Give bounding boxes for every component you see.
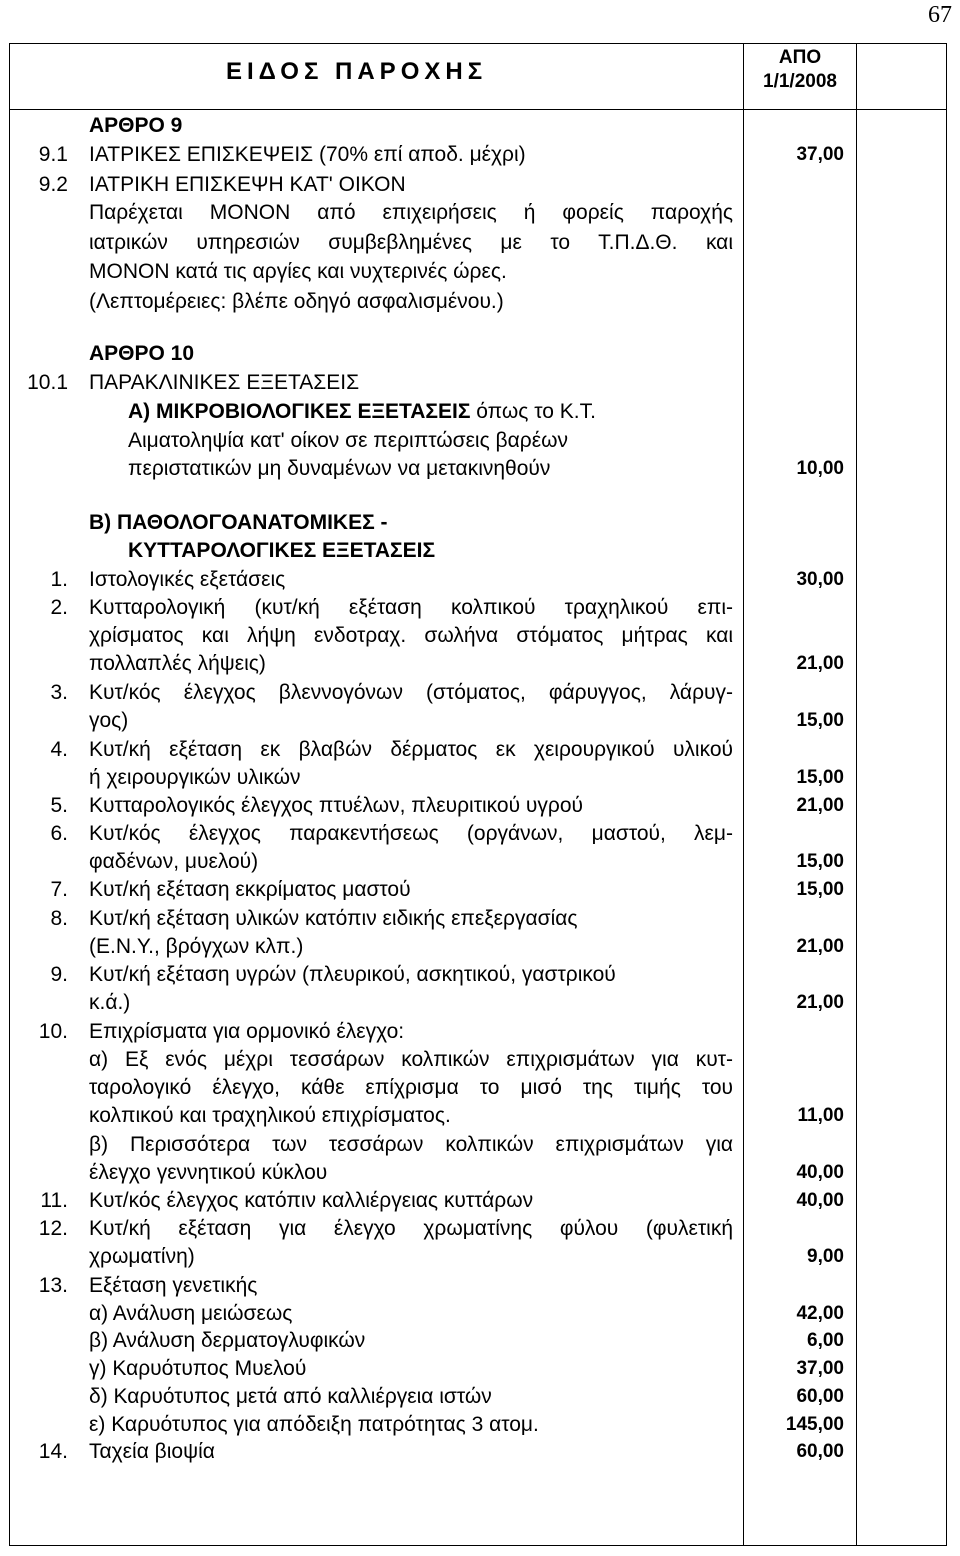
table-row bbox=[0, 1187, 856, 1215]
table-row bbox=[0, 1243, 856, 1271]
item-description: ε) Καρυότυπος για απόδειξη πατρότητας 3 ατομ. bbox=[89, 1413, 539, 1436]
column-divider-right bbox=[856, 43, 857, 1546]
item-price: 42,00 bbox=[796, 1303, 844, 1324]
item-number: 10.1 bbox=[27, 371, 68, 394]
item-description: α) Εξ ενός μέχρι τεσσάρων κολπικών επιχρισμάτων για κυτ- bbox=[89, 1048, 733, 1071]
table-row bbox=[0, 876, 856, 904]
table-row bbox=[0, 989, 856, 1017]
item-description: περιστατικών μη δυναμένων να μετακινηθούν bbox=[128, 457, 551, 480]
item-description: Κυτ/κή εξέταση υγρών (πλευρικού, ασκητικού, γαστρικού bbox=[89, 963, 616, 986]
item-price: 11,00 bbox=[797, 1105, 844, 1126]
table-row bbox=[0, 1355, 856, 1383]
item-description: Α) ΜΙΚΡΟΒΙΟΛΟΓΙΚΕΣ ΕΞΕΤΑΣΕΙΣ όπως το Κ.Τ. bbox=[128, 400, 596, 423]
item-price: 6,00 bbox=[807, 1330, 844, 1351]
item-description: ιατρικών υπηρεσιών συμβεβλημένες με το Τ.Π.Δ.Θ. και bbox=[89, 231, 733, 254]
table-row bbox=[0, 1383, 856, 1411]
item-description: ΑΡΘΡΟ 10 bbox=[89, 342, 195, 365]
item-number: 3. bbox=[50, 681, 68, 704]
item-number: 11. bbox=[40, 1189, 68, 1212]
item-description: Κυτ/κή εξέταση για έλεγχο χρωματίνης φύλου (φυλετική bbox=[89, 1217, 733, 1240]
item-description: Παρέχεται ΜΟΝΟΝ από επιχειρήσεις ή φορείς παροχής bbox=[89, 201, 733, 224]
item-price: 60,00 bbox=[796, 1386, 844, 1407]
item-description: πολλαπλές λήψεις) bbox=[89, 652, 266, 675]
item-price: 30,00 bbox=[796, 569, 844, 590]
table-row bbox=[0, 141, 856, 169]
item-description: χρωματίνη) bbox=[89, 1245, 195, 1268]
table-row bbox=[0, 679, 856, 707]
item-description: ταρολογικό έλεγχο, κάθε επίχρισμα το μισό της τιμής του bbox=[89, 1076, 733, 1099]
item-price: 60,00 bbox=[796, 1441, 844, 1462]
item-price: 9,00 bbox=[807, 1246, 844, 1267]
item-price: 15,00 bbox=[796, 851, 844, 872]
item-description: ΑΡΘΡΟ 9 bbox=[89, 114, 183, 137]
table-row bbox=[0, 1272, 856, 1300]
table-row bbox=[0, 340, 856, 368]
table-row bbox=[0, 288, 856, 316]
item-description: Β) ΠΑΘΟΛΟΓΟΑΝΑΤΟΜΙΚΕΣ - bbox=[89, 511, 388, 534]
table-row bbox=[0, 1159, 856, 1187]
table-row bbox=[0, 1411, 856, 1439]
item-description: α) Ανάλυση μειώσεως bbox=[89, 1302, 293, 1325]
item-description: β) Περισσότερα των τεσσάρων κολπικών επιχρισμάτων για bbox=[89, 1133, 733, 1156]
item-number: 9.2 bbox=[38, 173, 68, 196]
table-row bbox=[0, 905, 856, 933]
item-description: ή χειρουργικών υλικών bbox=[89, 766, 301, 789]
table-row bbox=[0, 1300, 856, 1328]
item-description: ΠΑΡΑΚΛΙΝΙΚΕΣ ΕΞΕΤΑΣΕΙΣ bbox=[89, 371, 360, 394]
table-row bbox=[0, 933, 856, 961]
table-row bbox=[0, 1131, 856, 1159]
table-row bbox=[0, 509, 856, 537]
table-row bbox=[0, 199, 856, 227]
item-description: έλεγχο γεννητικού κύκλου bbox=[89, 1161, 328, 1184]
item-number: 13. bbox=[38, 1274, 68, 1297]
price-label: ΑΠΟ bbox=[778, 47, 822, 68]
table-row bbox=[0, 1215, 856, 1243]
item-description: Κυτ/κή εξέταση υλικών κατόπιν ειδικής επεξεργασίας bbox=[89, 907, 578, 930]
table-row bbox=[0, 1102, 856, 1130]
item-number: 8. bbox=[50, 907, 68, 930]
item-description: ΚΥΤΤΑΡΟΛΟΓΙΚΕΣ ΕΞΕΤΑΣΕΙΣ bbox=[128, 539, 436, 562]
item-description: Κυτ/κή εξέταση εκκρίματος μαστού bbox=[89, 878, 411, 901]
item-price: 15,00 bbox=[796, 879, 844, 900]
table-row bbox=[0, 369, 856, 397]
item-description: φαδένων, μυελού) bbox=[89, 850, 259, 873]
item-description: ΙΑΤΡΙΚΗ ΕΠΙΣΚΕΨΗ ΚΑΤ' ΟΙΚΟΝ bbox=[89, 173, 406, 196]
item-price: 21,00 bbox=[796, 795, 844, 816]
item-description: ΙΑΤΡΙΚΕΣ ΕΠΙΣΚΕΨΕΙΣ (70% επί αποδ. μέχρι) bbox=[89, 143, 526, 166]
item-description: (Λεπτομέρειες: βλέπε οδηγό ασφαλισμένου.) bbox=[89, 290, 504, 313]
table-row bbox=[0, 961, 856, 989]
item-price: 21,00 bbox=[796, 653, 844, 674]
table-row bbox=[0, 1046, 856, 1074]
table-row bbox=[0, 1438, 856, 1466]
table-row bbox=[0, 1327, 856, 1355]
item-description: κολπικού και τραχηλικού επιχρίσματος. bbox=[89, 1104, 451, 1127]
item-description: Κυτ/κός έλεγχος κατόπιν καλλιέργειας κυττάρων bbox=[89, 1189, 534, 1212]
item-number: 9. bbox=[50, 963, 68, 986]
table-row bbox=[0, 594, 856, 622]
item-number: 9.1 bbox=[38, 143, 68, 166]
item-price: 40,00 bbox=[796, 1162, 844, 1183]
item-description-note: όπως το Κ.Τ. bbox=[470, 400, 596, 423]
item-number: 10. bbox=[38, 1020, 68, 1043]
table-row bbox=[0, 792, 856, 820]
item-number: 4. bbox=[50, 738, 68, 761]
table-row bbox=[0, 736, 856, 764]
item-description: Ταχεία βιοψία bbox=[89, 1440, 215, 1463]
item-number: 1. bbox=[50, 568, 68, 591]
table-row bbox=[0, 848, 856, 876]
item-description: κ.ά.) bbox=[89, 991, 131, 1014]
item-description: χρίσματος και λήψη ενδοτραχ. σωλήνα στόματος μήτρας και bbox=[89, 624, 733, 647]
table-row bbox=[0, 1074, 856, 1102]
item-number: 2. bbox=[50, 596, 68, 619]
item-price: 15,00 bbox=[796, 710, 844, 731]
item-description: Κυτ/κός έλεγχος βλεννογόνων (στόματος, φάρυγγος, λάρυγ- bbox=[89, 681, 733, 704]
item-description: (Ε.Ν.Υ., βρόγχων κλπ.) bbox=[89, 935, 304, 958]
item-number: 6. bbox=[50, 822, 68, 845]
item-price: 15,00 bbox=[796, 767, 844, 788]
table-row bbox=[0, 455, 856, 483]
table-row bbox=[0, 622, 856, 650]
item-number: 12. bbox=[38, 1217, 68, 1240]
table-row bbox=[0, 171, 856, 199]
page-number: 67 bbox=[928, 2, 952, 28]
item-description: Αιματοληψία κατ' οίκον σε περιπτώσεις βαρέων bbox=[128, 429, 568, 452]
item-price: 37,00 bbox=[796, 144, 844, 165]
column-header-price-date bbox=[745, 46, 855, 94]
table-row bbox=[0, 820, 856, 848]
item-description: δ) Καρυότυπος μετά από καλλιέργεια ιστών bbox=[89, 1385, 492, 1408]
item-description: Κυτταρολογικός έλεγχος πτυέλων, πλευριτικού υγρού bbox=[89, 794, 583, 817]
item-description: Κυτ/κή εξέταση εκ βλαβών δέρματος εκ χειρουργικού υλικού bbox=[89, 738, 733, 761]
item-description: β) Ανάλυση δερματογλυφικών bbox=[89, 1329, 366, 1352]
table-row bbox=[0, 537, 856, 565]
table-row bbox=[0, 1018, 856, 1046]
table-row bbox=[0, 398, 856, 426]
item-description: ΜΟΝΟΝ κατά τις αργίες και νυχτερινές ώρες. bbox=[89, 260, 507, 283]
table-row bbox=[0, 112, 856, 140]
item-number: 5. bbox=[50, 794, 68, 817]
header-divider bbox=[9, 109, 947, 110]
item-description: Κυτ/κός έλεγχος παρακεντήσεως (οργάνων, μαστού, λεμ- bbox=[89, 822, 733, 845]
item-number: 7. bbox=[50, 878, 68, 901]
table-row bbox=[0, 258, 856, 286]
table-row bbox=[0, 764, 856, 792]
item-number: 14. bbox=[38, 1440, 68, 1463]
item-price: 21,00 bbox=[796, 936, 844, 957]
item-price: 40,00 bbox=[796, 1190, 844, 1211]
item-description: Εξέταση γενετικής bbox=[89, 1274, 258, 1297]
table-row bbox=[0, 650, 856, 678]
item-price: 37,00 bbox=[796, 1358, 844, 1379]
item-description: Ιστολογικές εξετάσεις bbox=[89, 568, 286, 591]
item-price: 10,00 bbox=[796, 458, 844, 479]
table-row bbox=[0, 707, 856, 735]
table-row bbox=[0, 427, 856, 455]
item-description: Κυτταρολογική (κυτ/κή εξέταση κολπικού τραχηλικού επι- bbox=[89, 596, 733, 619]
table-row bbox=[0, 566, 856, 594]
item-price: 21,00 bbox=[796, 992, 844, 1013]
item-description: γ) Καρυότυπος Μυελού bbox=[89, 1357, 307, 1380]
column-header-service-type: ΕΙΔΟΣ ΠΑΡΟΧΗΣ bbox=[226, 58, 488, 85]
item-price: 145,00 bbox=[785, 1414, 844, 1435]
table-row bbox=[0, 229, 856, 257]
item-description: γος) bbox=[89, 709, 129, 732]
price-date: 1/1/2008 bbox=[763, 71, 837, 92]
item-description: Επιχρίσματα για ορμονικό έλεγχο: bbox=[89, 1020, 405, 1043]
